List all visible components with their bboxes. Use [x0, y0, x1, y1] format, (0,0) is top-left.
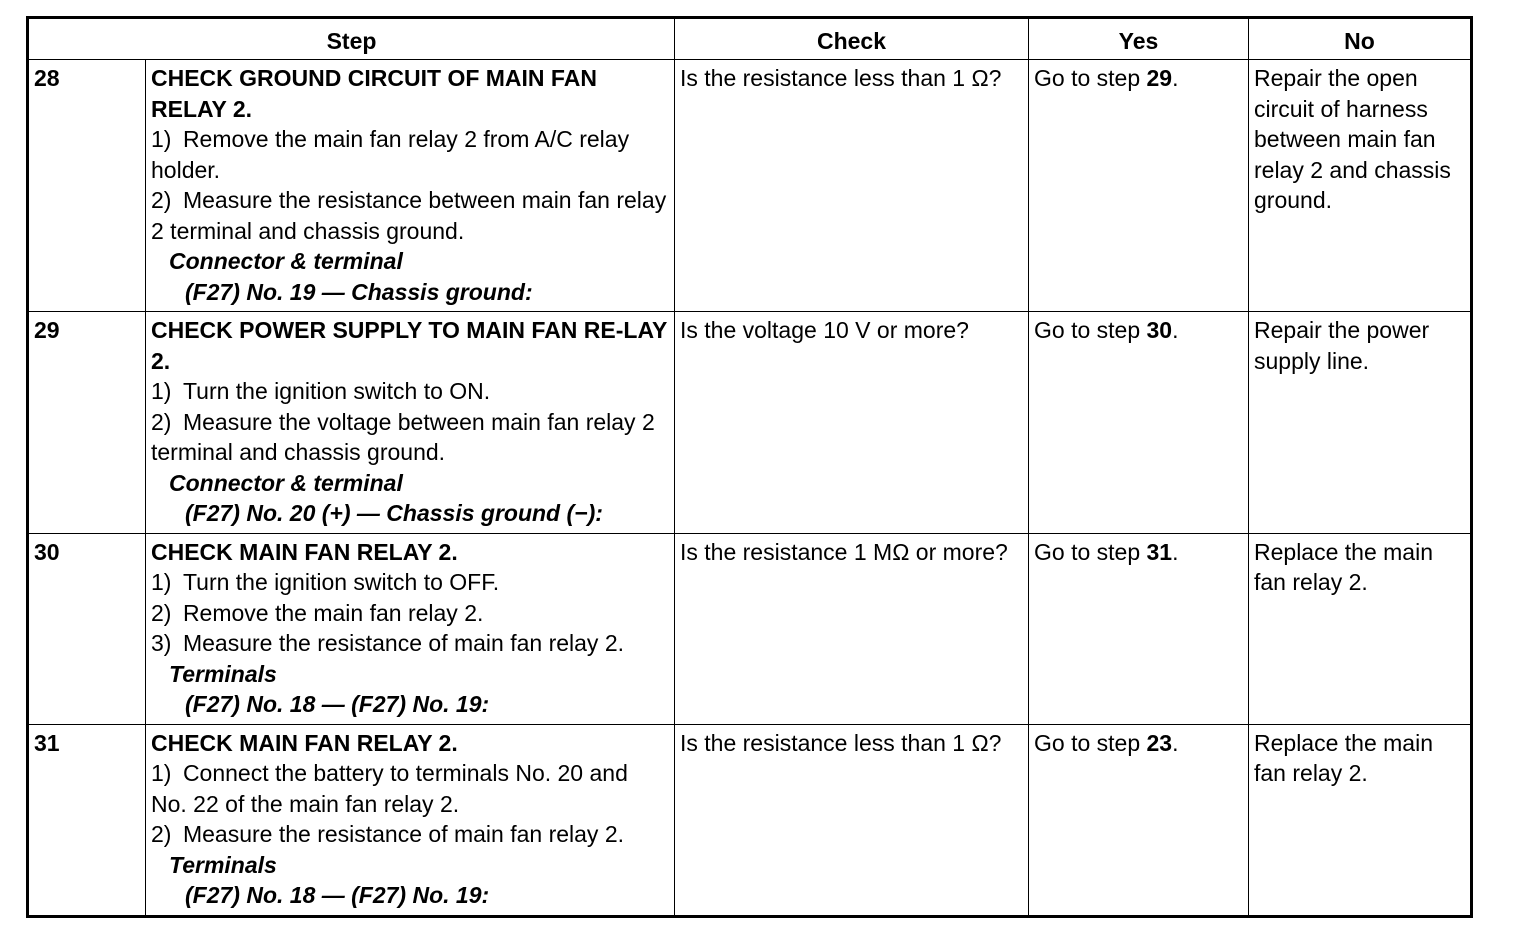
connector-value: (F27) No. 18 — (F27) No. 19:: [185, 691, 490, 717]
substep: 2) Remove the main fan relay 2.: [151, 599, 484, 626]
yes-prefix: Go to step: [1034, 729, 1147, 756]
step-number-text: 28: [34, 65, 60, 91]
step-title: CHECK POWER SUPPLY TO MAIN FAN RE-LAY 2.: [151, 317, 667, 374]
yes-step-number: 30: [1146, 317, 1173, 343]
substep: 3) Measure the resistance of main fan relay 2.: [151, 630, 625, 656]
step-title: CHECK MAIN FAN RELAY 2.: [151, 729, 458, 756]
step-number-text: 31: [34, 729, 60, 756]
step-description: [146, 724, 675, 916]
table-row: [28, 724, 1472, 916]
diagnostic-sheet: [26, 16, 1470, 918]
check-cell: Is the resistance less than 1 Ω?: [675, 60, 1029, 312]
step-title: CHECK MAIN FAN RELAY 2.: [151, 538, 458, 565]
header-step: Step: [28, 18, 675, 60]
yes-step-number: 23: [1146, 729, 1173, 756]
connector-label: Connector & terminal: [169, 248, 403, 274]
table-row: [28, 533, 1472, 724]
yes-cell: [1029, 533, 1249, 724]
step-number: [28, 60, 146, 312]
connector-label: Terminals: [169, 851, 277, 878]
header-check: Check: [675, 18, 1029, 60]
no-cell: Repair the open circuit of harness between main fan relay 2 and chassis ground.: [1249, 60, 1472, 312]
header-no: No: [1249, 18, 1472, 60]
step-number-text: 29: [34, 317, 60, 343]
step-number: [28, 533, 146, 724]
connector-label: Connector & terminal: [169, 469, 403, 496]
yes-suffix: .: [1172, 65, 1179, 91]
check-cell: Is the voltage 10 V or more?: [675, 312, 1029, 534]
yes-cell: [1029, 60, 1249, 312]
yes-step-number: 31: [1146, 538, 1173, 565]
no-cell: Replace the main fan relay 2.: [1249, 533, 1472, 724]
yes-prefix: Go to step: [1034, 538, 1147, 565]
yes-suffix: .: [1172, 538, 1179, 565]
yes-prefix: Go to step: [1034, 317, 1147, 343]
connector-value: (F27) No. 18 — (F27) No. 19:: [185, 882, 490, 908]
yes-suffix: .: [1172, 317, 1179, 343]
substep: 1) Connect the battery to terminals No. 20 and No. 22 of the main fan relay 2.: [151, 760, 628, 817]
table-row: [28, 60, 1472, 312]
check-cell: Is the resistance 1 MΩ or more?: [675, 533, 1029, 724]
header-row: [28, 18, 1472, 60]
step-description: [146, 312, 675, 534]
substep: 1) Remove the main fan relay 2 from A/C relay holder.: [151, 126, 630, 183]
diagnostic-table: [26, 16, 1473, 918]
step-number-text: 30: [34, 538, 60, 565]
check-cell: Is the resistance less than 1 Ω?: [675, 724, 1029, 916]
substep: 1) Turn the ignition switch to OFF.: [151, 569, 500, 595]
substep: 2) Measure the voltage between main fan relay 2 terminal and chassis ground.: [151, 408, 655, 465]
header-yes: Yes: [1029, 18, 1249, 60]
step-number: [28, 312, 146, 534]
connector-value: (F27) No. 20 (+) — Chassis ground (−):: [185, 500, 603, 526]
connector-value: (F27) No. 19 — Chassis ground:: [185, 278, 533, 305]
step-title: CHECK GROUND CIRCUIT OF MAIN FAN RELAY 2.: [151, 65, 597, 122]
table-row: [28, 312, 1472, 534]
yes-prefix: Go to step: [1034, 65, 1147, 91]
substep: 1) Turn the ignition switch to ON.: [151, 378, 491, 404]
yes-cell: [1029, 724, 1249, 916]
substep: 2) Measure the resistance of main fan relay 2.: [151, 821, 625, 847]
step-description: [146, 60, 675, 312]
step-number: [28, 724, 146, 916]
yes-step-number: 29: [1146, 65, 1173, 91]
no-cell: Replace the main fan relay 2.: [1249, 724, 1472, 916]
connector-label: Terminals: [169, 660, 277, 687]
step-description: [146, 533, 675, 724]
substep: 2) Measure the resistance between main fan relay 2 terminal and chassis ground.: [151, 187, 667, 244]
yes-suffix: .: [1172, 729, 1179, 756]
yes-cell: [1029, 312, 1249, 534]
no-cell: Repair the power supply line.: [1249, 312, 1472, 534]
